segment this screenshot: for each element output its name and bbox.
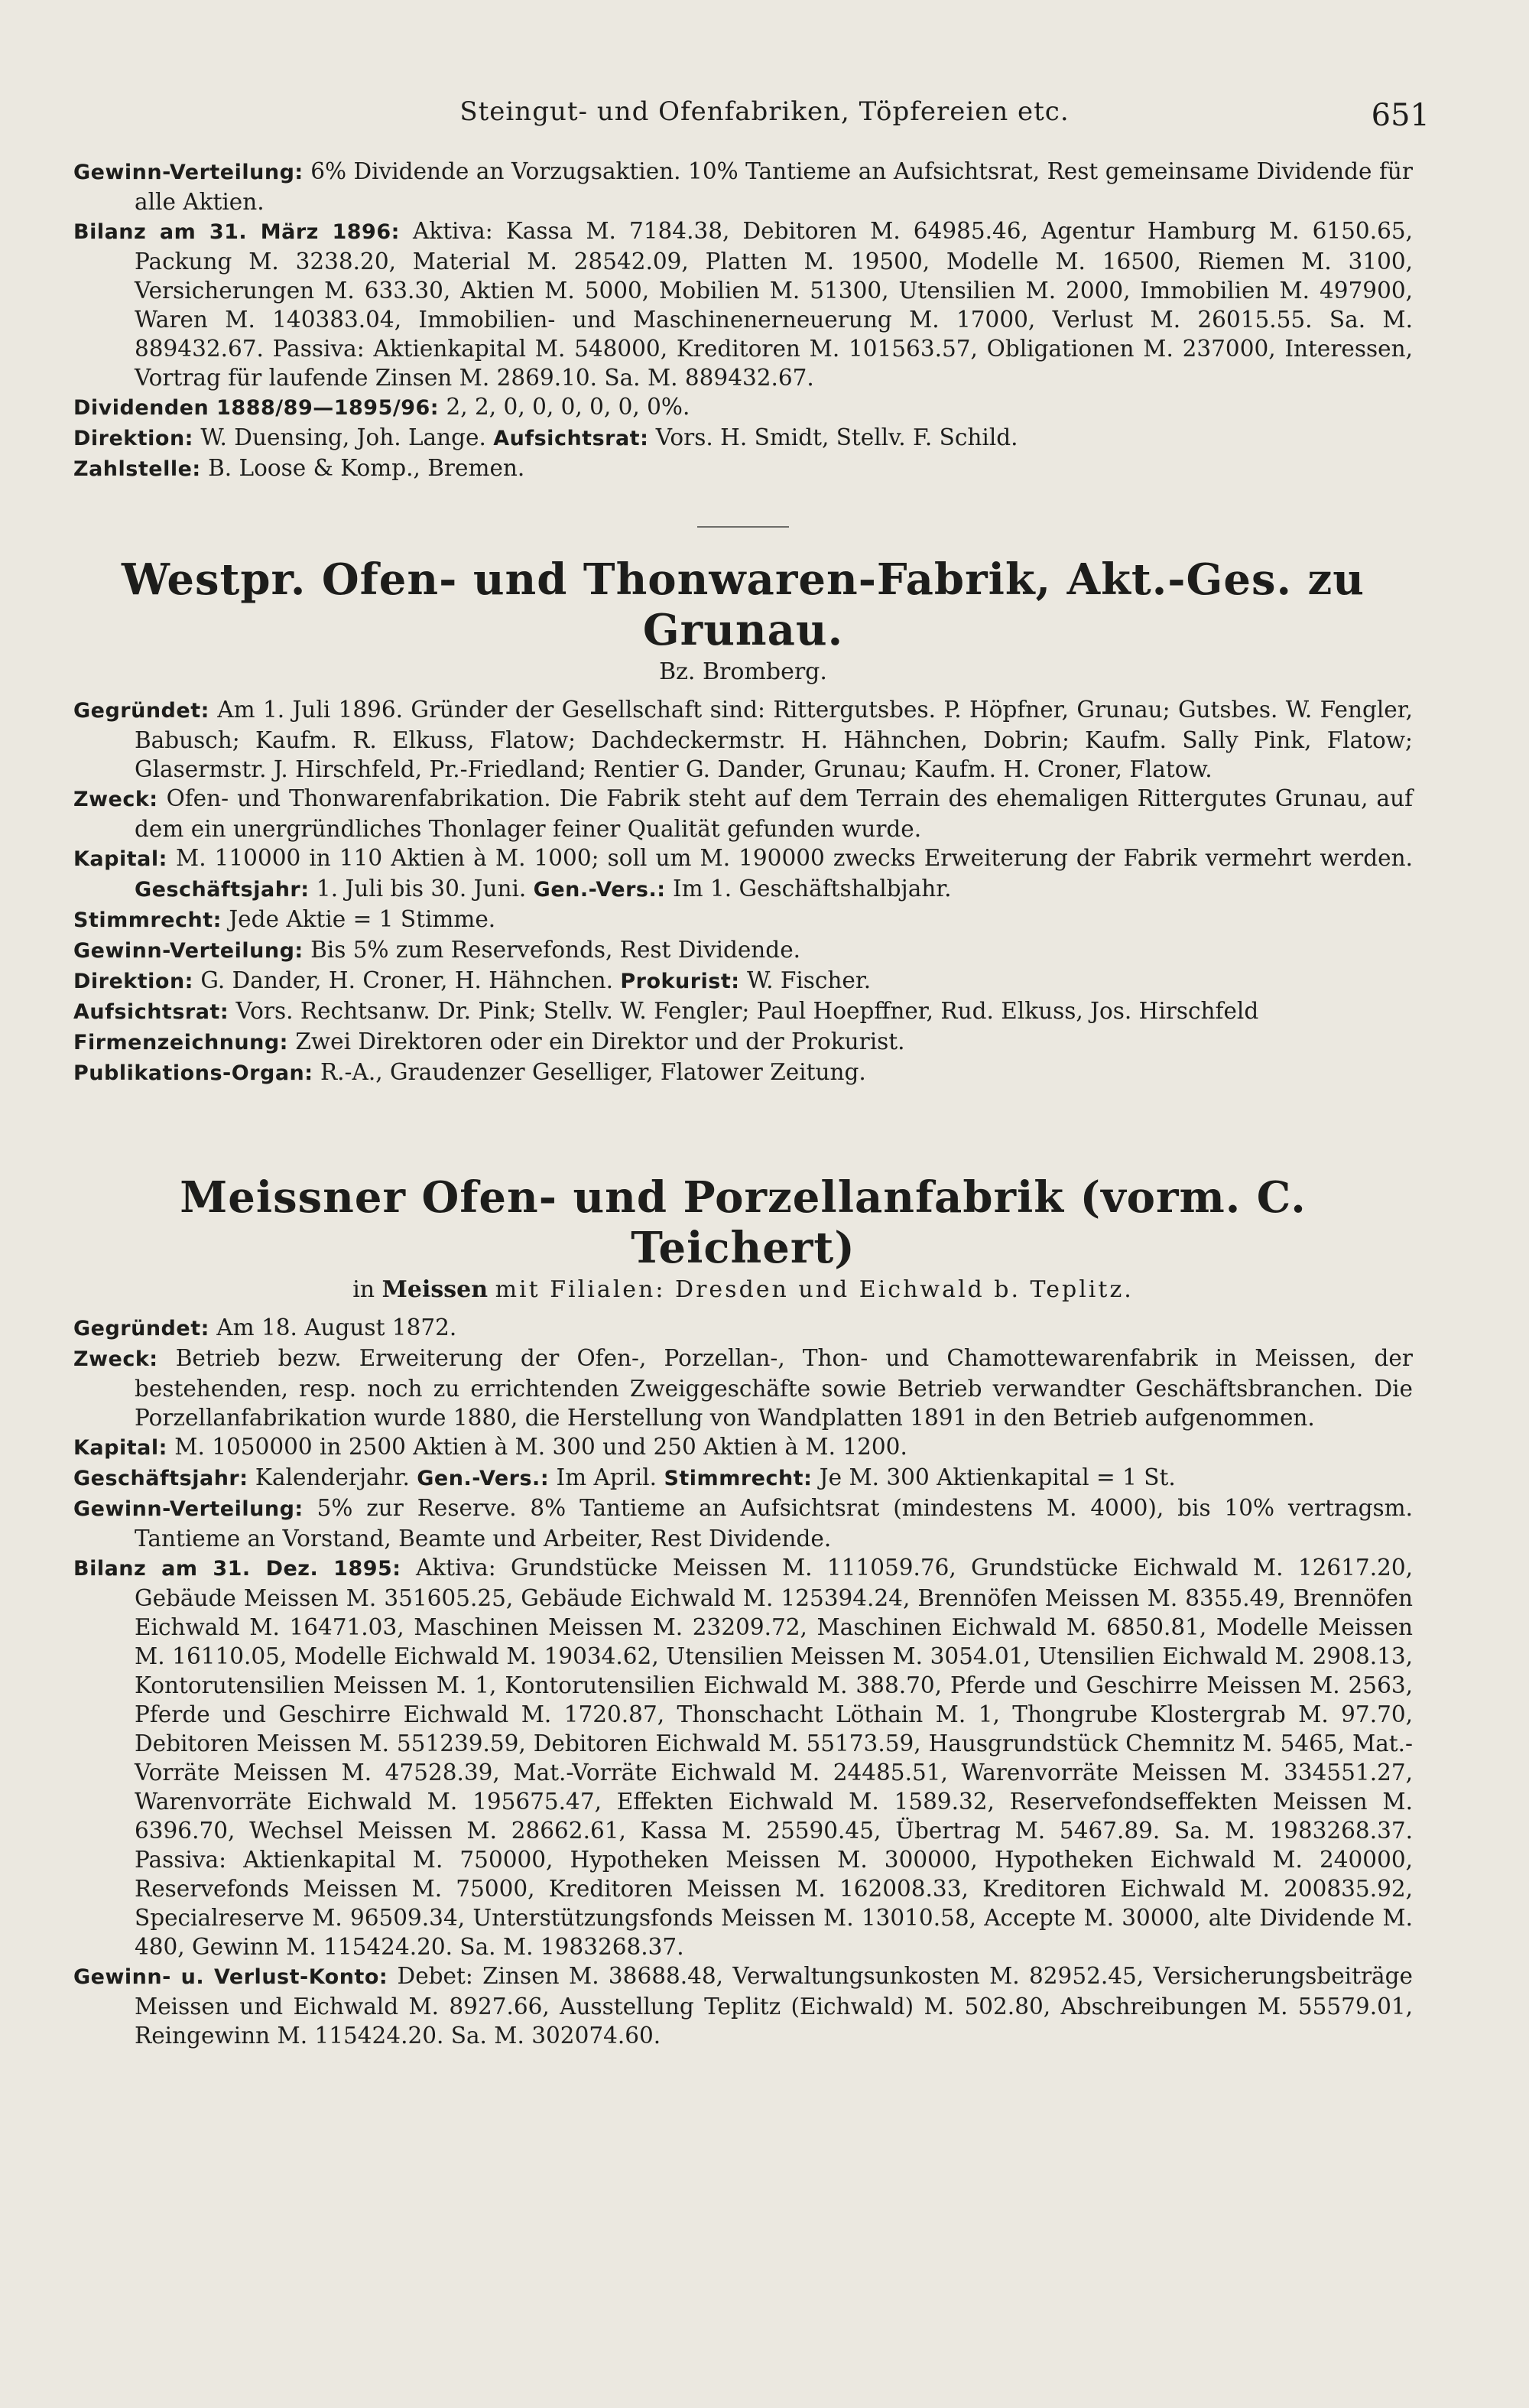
company-title-meissen: Meissner Ofen- und Porzellanfabrik (vorm. C. Teichert) — [180, 1172, 1307, 1273]
entry-kapital-3: Kapital: M. 1050000 in 2500 Aktien à M. 300 und 250 Aktien à M. 1200. — [73, 1434, 907, 1460]
page-header — [0, 92, 1529, 138]
section-gap — [73, 1088, 1413, 1172]
entry-aufsichtsrat-2: Aufsichtsrat: Vors. Rechtsanw. Dr. Pink; Stellv. W. Fengler; Paul Hoepffner, Rud. Elkuss, Jos. Hirschfeld — [73, 998, 1259, 1024]
section-divider — [697, 526, 789, 528]
entry-zahlstelle-1: Zahlstelle: B. Loose & Komp., Bremen. — [73, 455, 525, 481]
entry-gewinn-verteilung-1: Gewinn-Verteilung: 6% Dividende an Vorzugsaktien. 10% Tantieme an Aufsichtsrat, Rest gemeinsame Dividende für alle Aktien. — [73, 158, 1413, 215]
page-content — [73, 157, 1413, 2050]
entry-bilanz-3: Bilanz am 31. Dez. 1895: Aktiva: Grundstücke Meissen M. 111059.76, Grundstücke Eichwald M. 12617.20, Gebäude Meissen M. 351605.25, Gebäude Eichwald M. 125394.24, Brennöfen Meissen M. 8355.49, Brennöfen Eichwald M. 16471.03, Maschinen Meissen M. 23209.72, Maschinen Eichwald M. 6850.81, Modelle Meissen M. 16110.05, Modelle Eichwald M. 19034.62, Utensilien Meissen M. 3054.01, Utensilien Eichwald M. 2908.13, Kontorutensilien Meissen M. 1, Kontorutensilien Eichwald M. 388.70, Pferde und Geschirre Meissen M. 2563, Pferde und Geschirre Eichwald M. 1720.87, Thonschacht Löthain M. 1, Thongrube Klostergrab M. 97.70, Debitoren Meissen M. 551239.59, Debitoren Eichwald M. 55173.59, Hausgrundstück Chemnitz M. 5465, Mat.-Vorräte Meissen M. 47528.39, Mat.-Vorräte Eichwald M. 24485.51, Warenvorräte Meissen M. 334551.27, Warenvorräte Eichwald M. 195675.47, Effekten Eichwald M. 1589.32, Reservefondseffekten Meissen M. 6396.70, Wechsel Meissen M. 28662.61, Kassa M. 25590.45, Übertrag M. 5467.89. Sa. M. 1983268.37. Passiva: Aktienkapital M. 750000, Hypotheken Meissen M. 300000, Hypotheken Eichwald M. 240000, Reservefonds Meissen M. 75000, Kreditoren Meissen M. 162008.33, Kreditoren Eichwald M. 200835.92, Specialreserve M. 96509.34, Unterstützungsfonds Meissen M. 13010.58, Accepte M. 30000, alte Dividende M. 480, Gewinn M. 115424.20. Sa. M. 1983268.37. — [73, 1555, 1413, 1960]
entry-gewinn-verlust-konto-3: Gewinn- u. Verlust-Konto: Debet: Zinsen M. 38688.48, Verwaltungsunkosten M. 82952.45, Versicherungsbeiträge Meissen und Eichwald M. 8927.66, Ausstellung Teplitz (Eichwald) M. 502.80, Abschreibungen M. 55579.01, Reingewinn M. 115424.20. Sa. M. 302074.60. — [73, 1963, 1413, 2049]
company-subtitle-grunau: Bz. Bromberg. — [659, 658, 827, 685]
entry-zweck-2: Zweck: Ofen- und Thonwarenfabrikation. Die Fabrik steht auf dem Terrain des ehemaligen Rittergutes Grunau, auf dem ein unergründliches Thonlager feiner Qualität gefunden wurde. — [73, 785, 1413, 842]
company-title-grunau: Westpr. Ofen- und Thonwaren-Fabrik, Akt.-Ges. zu Grunau. — [122, 554, 1365, 655]
page-number: 651 — [1371, 98, 1430, 133]
entry-bilanz-1: Bilanz am 31. März 1896: Aktiva: Kassa M. 7184.38, Debitoren M. 64985.46, Agentur Hamburg M. 6150.65, Packung M. 3238.20, Material M. 28542.09, Platten M. 19500, Modelle M. 16500, Riemen M. 3100, Versicherungen M. 633.30, Aktien M. 5000, Mobilien M. 51300, Utensilien M. 2000, Immobilien M. 497900, Waren M. 140383.04, Immobilien- und Maschinenerneuerung M. 17000, Verlust M. 26015.55. Sa. M. 889432.67. Passiva: Aktienkapital M. 548000, Kreditoren M. 101563.57, Obligationen M. 237000, Interessen, Vortrag für laufende Zinsen M. 2869.10. Sa. M. 889432.67. — [73, 218, 1413, 391]
entry-zweck-3: Zweck: Betrieb bezw. Erweiterung der Ofen-, Porzellan-, Thon- und Chamottewarenfabrik in Meissen, der bestehenden, resp. noch zu errichtenden Zweiggeschäfte sowie Betrieb verwandter Geschäftsbranchen. Die Porzellanfabrikation wurde 1880, die Herstellung von Wandplatten 1891 in den Betrieb aufgenommen. — [73, 1345, 1413, 1431]
entry-firmenzeichnung-2: Firmenzeichnung: Zwei Direktoren oder ein Direktor und der Prokurist. — [73, 1029, 905, 1055]
entry-gegruendet-2: Gegründet: Am 1. Juli 1896. Gründer der Gesellschaft sind: Rittergutsbes. P. Höpfner, Grunau; Gutsbes. W. Fengler, Babusch; Kaufm. R. Elkuss, Flatow; Dachdeckermstr. H. Hähnchen, Dobrin; Kaufm. Sally Pink, Flatow; Glasermstr. J. Hirschfeld, Pr.-Friedland; Rentier G. Dander, Grunau; Kaufm. H. Croner, Flatow. — [73, 697, 1413, 782]
company-city: Meissen — [381, 1276, 489, 1303]
entry-gewinn-verteilung-3: Gewinn-Verteilung: 5% zur Reserve. 8% Tantieme an Aufsichtsrat (mindestens M. 4000), bis 10% vertragsm. Tantieme an Vorstand, Beamte und Arbeiter, Rest Dividende. — [73, 1495, 1413, 1552]
entry-publikations-organ-2: Publikations-Organ: R.-A., Graudenzer Geselliger, Flatower Zeitung. — [73, 1059, 866, 1085]
entry-gegruendet-3: Gegründet: Am 18. August 1872. — [73, 1314, 457, 1340]
entry-gewinn-verteilung-2: Gewinn-Verteilung: Bis 5% zum Reservefonds, Rest Dividende. — [73, 937, 801, 963]
entry-dividenden-1: Dividenden 1888/89—1895/96: 2, 2, 0, 0, 0, 0, 0, 0%. — [73, 394, 690, 420]
running-title: Steingut- und Ofenfabriken, Töpfereien etc. — [459, 96, 1070, 127]
entry-stimmrecht-2: Stimmrecht: Jede Aktie = 1 Stimme. — [73, 906, 496, 932]
entry-direktion-2: Direktion: G. Dander, H. Croner, H. Hähnchen. Prokurist: W. Fischer. — [73, 967, 872, 993]
company-subtitle-meissen: in Meissen mit Filialen: Dresden und Eichwald b. Teplitz. — [352, 1276, 1134, 1303]
entry-kapital-2: Kapital: M. 110000 in 110 Aktien à M. 1000; soll um M. 190000 zwecks Erweiterung der Fabrik vermehrt werden. Geschäftsjahr: 1. Juli bis 30. Juni. Gen.-Vers.: Im 1. Geschäftshalbjahr. — [73, 845, 1413, 902]
entry-geschaeftsjahr-3: Geschäftsjahr: Kalenderjahr. Gen.-Vers.: Im April. Stimmrecht: Je M. 300 Aktienkapital = 1 St. — [73, 1464, 1176, 1490]
entry-direktion-1: Direktion: W. Duensing, Joh. Lange. Aufsichtsrat: Vors. H. Smidt, Stellv. F. Schild. — [73, 424, 1018, 450]
